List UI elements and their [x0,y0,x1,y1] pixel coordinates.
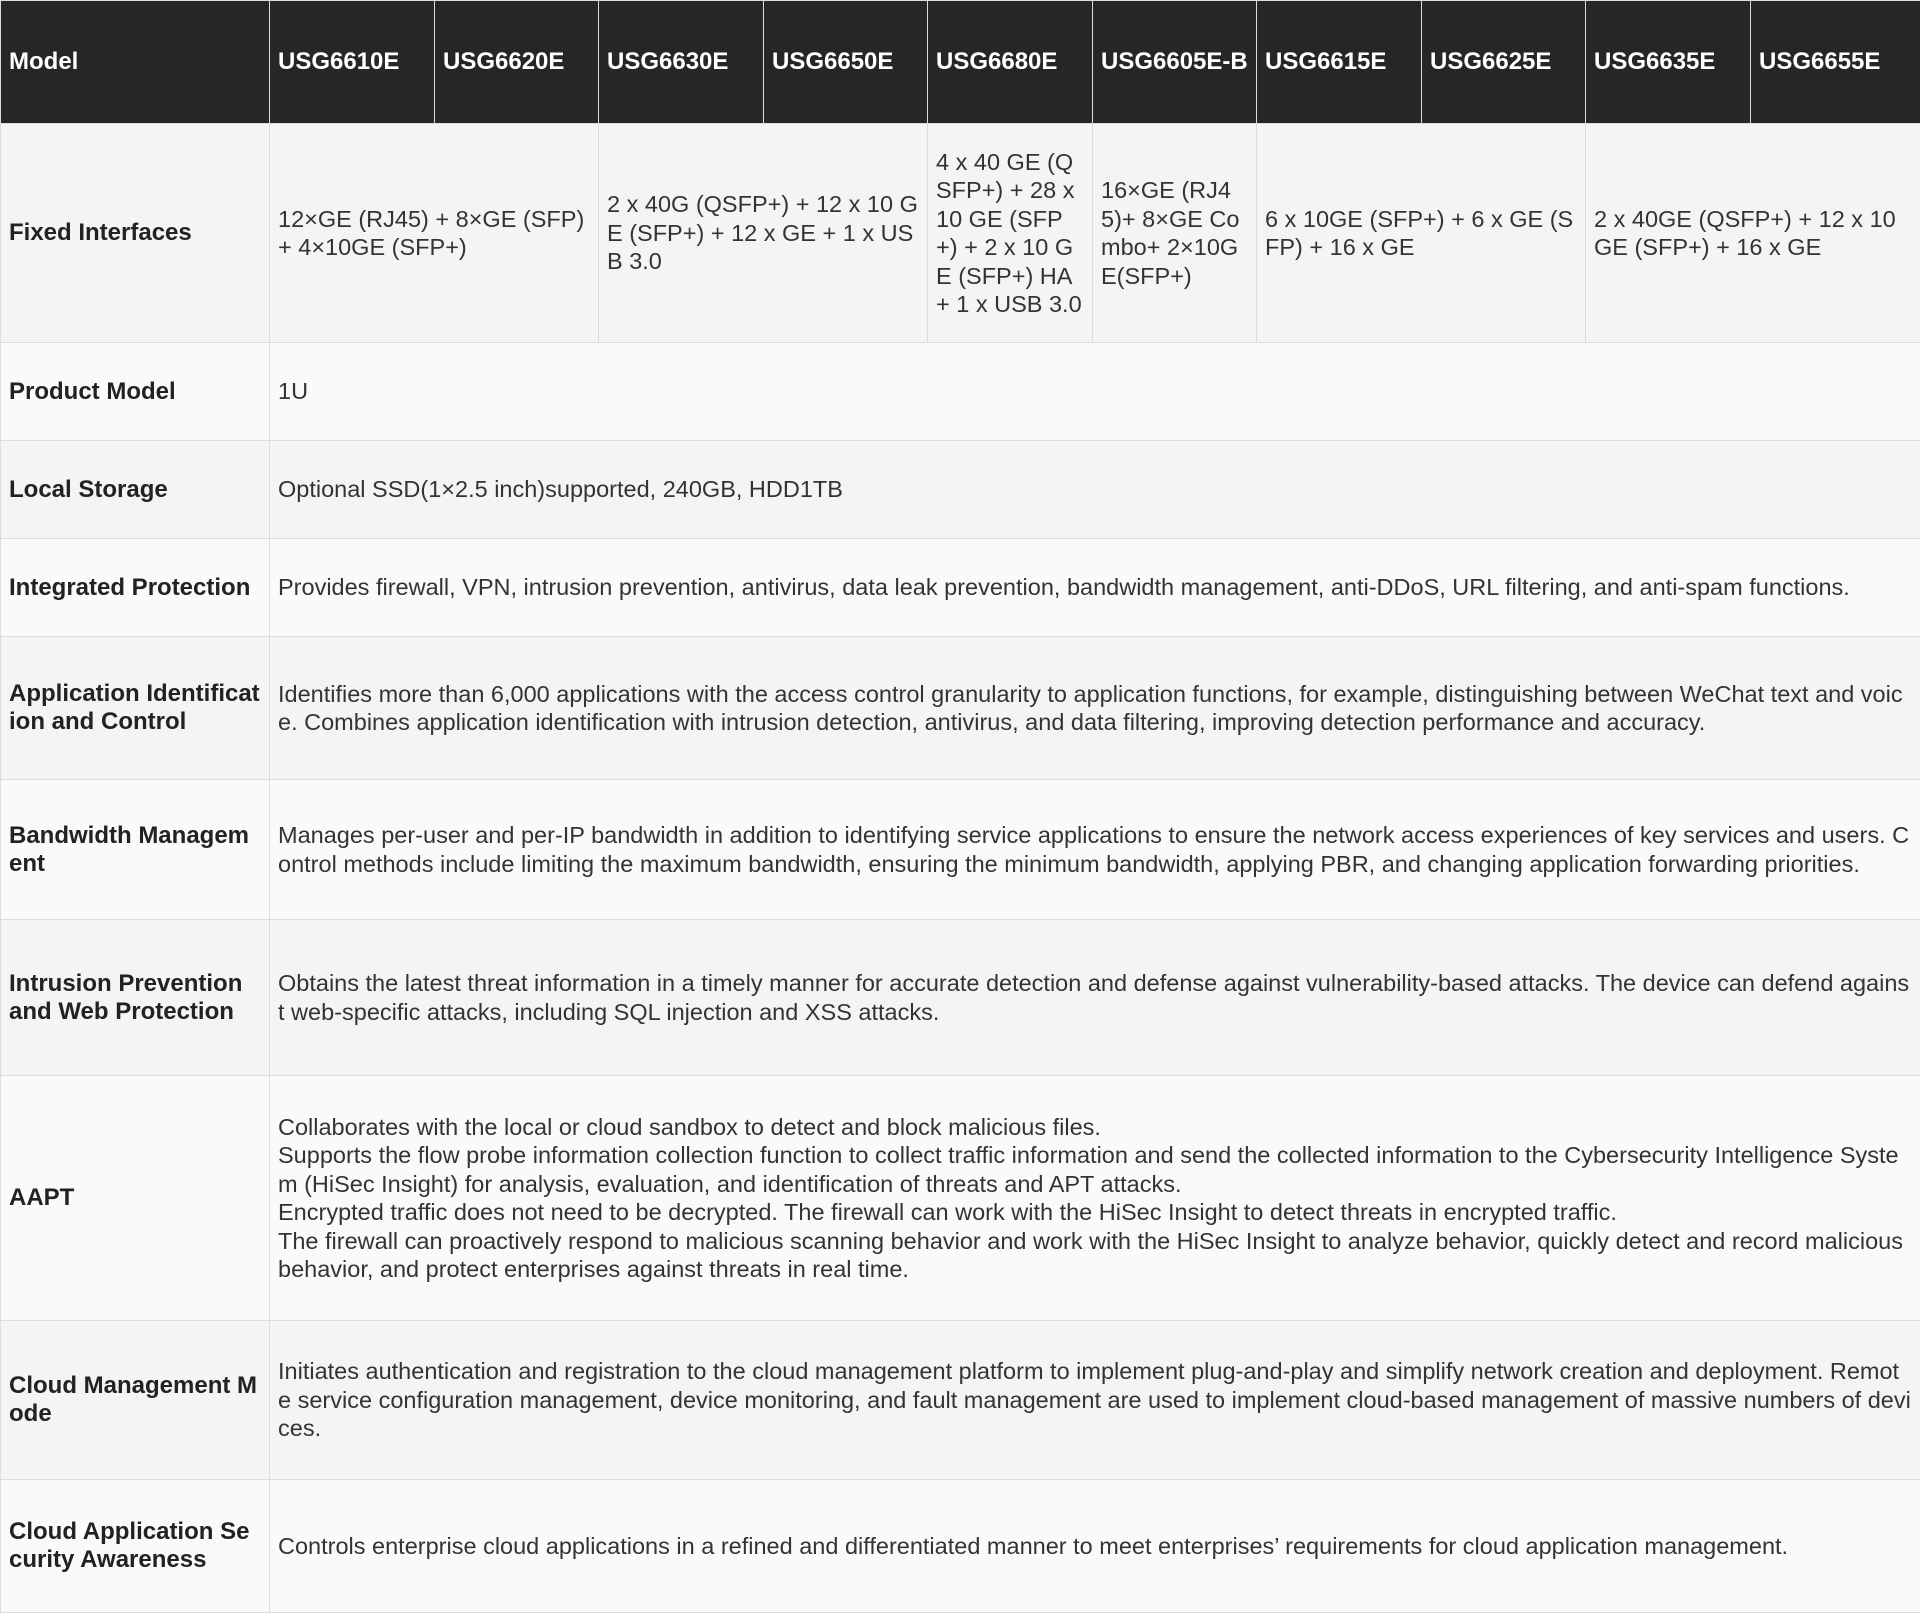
row-cloud-management [1,1321,1920,1480]
model-usg6655e: USG6655E [1751,1,1920,124]
row-product-model [1,343,1920,441]
row-intrusion-prevention [1,920,1920,1076]
label-local-storage: Local Storage [1,441,270,539]
value-product-model: 1U [270,343,1920,441]
value-intrusion-prevention: Obtains the latest threat information in a timely manner for accurate detection and defense against vulnerability-based attacks. The device can defend against web-specific attacks, including SQL injection and XSS attacks. [270,920,1920,1076]
label-product-model: Product Model [1,343,270,441]
fixed-interfaces-usg6635e-6655e: 2 x 40GE (QSFP+) + 12 x 10GE (SFP+) + 16 x GE [1586,124,1920,343]
aapt-line: The firewall can proactively respond to malicious scanning behavior and work with the HiSec Insight to analyze behavior, quickly detect and record malicious behavior, and protect enterprises against threats in real time. [278,1227,1903,1282]
label-bandwidth-management: Bandwidth Management [1,780,270,920]
model-header: Model [1,1,270,124]
value-cloud-app-security: Controls enterprise cloud applications in a refined and differentiated manner to meet enterprises’ requirements for cloud application management. [270,1480,1920,1613]
label-cloud-app-security: Cloud Application Security Awareness [1,1480,270,1613]
model-usg6680e: USG6680E [928,1,1093,124]
model-usg6605e-b: USG6605E-B [1093,1,1257,124]
value-application-identification: Identifies more than 6,000 applications with the access control granularity to application functions, for example, distinguishing between WeChat text and voice. Combines application identification with intrusion detection, antivirus, and data filtering, improving detection performance and accuracy. [270,637,1920,780]
fixed-interfaces-usg6610e-6620e: 12×GE (RJ45) + 8×GE (SFP) + 4×10GE (SFP+) [270,124,599,343]
label-aapt: AAPT [1,1076,270,1321]
label-fixed-interfaces: Fixed Interfaces [1,124,270,343]
fixed-interfaces-usg6680e: 4 x 40 GE (QSFP+) + 28 x 10 GE (SFP+) + 2 x 10 GE (SFP+) HA + 1 x USB 3.0 [928,124,1093,343]
label-intrusion-prevention: Intrusion Prevention and Web Protection [1,920,270,1076]
aapt-line: Encrypted traffic does not need to be decrypted. The firewall can work with the HiSec Insight to detect threats in encrypted traffic. [278,1199,1617,1225]
row-aapt [1,1076,1920,1321]
model-usg6630e: USG6630E [599,1,764,124]
label-application-identification: Application Identification and Control [1,637,270,780]
row-integrated-protection [1,539,1920,637]
row-cloud-app-security [1,1480,1920,1613]
label-cloud-management: Cloud Management Mode [1,1321,270,1480]
fixed-interfaces-usg6615e-6625e: 6 x 10GE (SFP+) + 6 x GE (SFP) + 16 x GE [1257,124,1586,343]
model-usg6650e: USG6650E [764,1,928,124]
row-fixed-interfaces [1,124,1920,343]
value-aapt [270,1076,1920,1321]
model-usg6625e: USG6625E [1422,1,1586,124]
aapt-line: Supports the flow probe information collection function to collect traffic information and send the collected information to the Cybersecurity Intelligence System (HiSec Insight) for analysis, evaluation, and identification of threats and APT attacks. [278,1142,1899,1197]
label-integrated-protection: Integrated Protection [1,539,270,637]
value-cloud-management: Initiates authentication and registration to the cloud management platform to implement plug-and-play and simplify network creation and deployment. Remote service configuration management, device monitoring, and fault management are used to implement cloud-based management of massive numbers of devices. [270,1321,1920,1480]
model-usg6620e: USG6620E [435,1,599,124]
row-local-storage [1,441,1920,539]
model-usg6615e: USG6615E [1257,1,1422,124]
model-usg6635e: USG6635E [1586,1,1751,124]
fixed-interfaces-usg6605e-b: 16×GE (RJ45)+ 8×GE Combo+ 2×10GE(SFP+) [1093,124,1257,343]
fixed-interfaces-usg6630e-6650e: 2 x 40G (QSFP+) + 12 x 10 GE (SFP+) + 12 x GE + 1 x USB 3.0 [599,124,928,343]
row-bandwidth-management [1,780,1920,920]
header-row [1,1,1920,124]
value-bandwidth-management: Manages per-user and per-IP bandwidth in addition to identifying service applications to ensure the network access experiences of key services and users. Control methods include limiting the maximum bandwidth, ensuring the minimum bandwidth, applying PBR, and changing application forwarding priorities. [270,780,1920,920]
value-integrated-protection: Provides firewall, VPN, intrusion prevention, antivirus, data leak prevention, bandwidth management, anti-DDoS, URL filtering, and anti-spam functions. [270,539,1920,637]
row-application-identification [1,637,1920,780]
model-usg6610e: USG6610E [270,1,435,124]
value-local-storage: Optional SSD(1×2.5 inch)supported, 240GB, HDD1TB [270,441,1920,539]
aapt-line: Collaborates with the local or cloud sandbox to detect and block malicious files. [278,1113,1101,1140]
